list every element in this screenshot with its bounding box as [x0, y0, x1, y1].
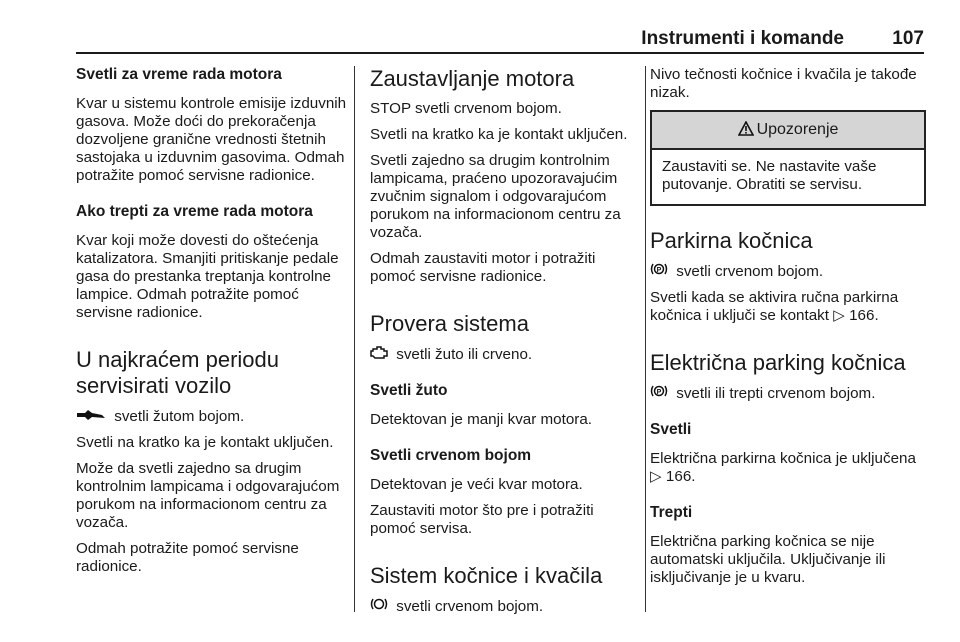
section-heading: Svetli [650, 421, 692, 438]
paragraph: Detektovan je manji kvar motora. [370, 411, 592, 428]
column-2 [370, 66, 636, 624]
section-title: Parkirna kočnica [650, 228, 813, 253]
paragraph: Svetli na kratko ka je kontakt uključen. [76, 434, 334, 451]
paragraph: Svetli na kratko ka je kontakt uključen. [370, 126, 628, 143]
paragraph: Detektovan je veći kvar motora. [370, 476, 583, 493]
paragraph: Svetli zajedno sa drugim kontrolnim lampicama, praćeno upozoravajućim zvučnim signalom i odgovarajućom porukom na informacionom centru za vozača. [370, 152, 621, 241]
section-heading: Svetli za vreme rada motora [76, 66, 282, 83]
section-title: Provera sistema [370, 311, 529, 336]
paragraph-text: svetli crvenom bojom. [672, 263, 824, 280]
paragraph [76, 407, 348, 426]
section-title: Sistem kočnice i kvačila [370, 563, 603, 588]
paragraph-text: svetli žutom bojom. [110, 408, 245, 425]
paragraph [650, 262, 926, 281]
paragraph: Nivo tečnosti kočnice i kvačila je takođe nizak. [650, 66, 917, 101]
paragraph-text: Svetli kada se aktivira ručna parkirna kočnica i uključi se kontakt [650, 289, 899, 324]
page-number: 107 [892, 28, 924, 49]
brake-system-icon [370, 597, 388, 615]
column-divider [645, 66, 646, 612]
section-title: U najkraćem periodu servisirati vozilo [76, 347, 279, 398]
paragraph: Zaustaviti motor što pre i potražiti pomoć servisa. [370, 502, 594, 537]
paragraph-text: Električna parkirna kočnica je uključena [650, 450, 916, 467]
page-reference[interactable]: 166. [665, 468, 696, 485]
paragraph: Može da svetli zajedno sa drugim kontrolnim lampicama i odgovarajućom porukom na informacionom centru za vozača. [76, 460, 340, 531]
section-heading: Ako trepti za vreme rada motora [76, 203, 313, 220]
engine-check-icon [370, 345, 388, 363]
paragraph: Odmah zaustaviti motor i potražiti pomoć servisne radionice. [370, 250, 596, 285]
paragraph-text: svetli ili trepti crvenom bojom. [672, 385, 876, 402]
paragraph: STOP svetli crvenom bojom. [370, 100, 562, 117]
column-3 [650, 66, 926, 595]
paragraph-text: svetli crvenom bojom. [392, 598, 544, 615]
parking-brake-icon [650, 262, 668, 280]
column-1 [76, 66, 348, 584]
page-reference-arrow-icon: ▷ [650, 468, 662, 485]
warning-triangle-icon [738, 121, 754, 140]
parking-brake-icon [650, 384, 668, 402]
column-divider [354, 66, 355, 612]
paragraph: Električna parking kočnica se nije automatski uključila. Uključivanje ili isključivanje je u kvaru. [650, 533, 886, 586]
section-title: Električna parking kočnica [650, 350, 906, 375]
wrench-icon [76, 407, 106, 425]
paragraph [650, 384, 926, 403]
paragraph: Kvar u sistemu kontrole emisije izduvnih gasova. Može doći do prekoračenja dozvoljene granične vrednosti štetnih sastojaka u izduvnim gasovima. Odmah potražite pomoć servisne radionice. [76, 95, 347, 184]
chapter-title: Instrumenti i komande [641, 28, 844, 49]
page-header [76, 28, 924, 52]
page-reference[interactable]: 166. [849, 307, 879, 324]
paragraph-text: svetli žuto ili crveno. [392, 346, 533, 363]
warning-text: Zaustaviti se. Ne nastavite vaše putovanje. Obratiti se servisu. [662, 158, 877, 193]
paragraph [370, 597, 636, 616]
section-heading: Svetli žuto [370, 382, 448, 399]
header-divider [76, 52, 924, 54]
svg-text:P: P [656, 389, 662, 396]
section-heading: Trepti [650, 504, 693, 521]
page-reference-arrow-icon: ▷ [833, 307, 845, 324]
paragraph [370, 345, 636, 364]
paragraph: Odmah potražite pomoć servisne radionice. [76, 540, 299, 575]
paragraph [650, 450, 926, 486]
section-title: Zaustavljanje motora [370, 66, 575, 91]
warning-box [650, 110, 926, 206]
warning-header [652, 112, 924, 150]
warning-title: Upozorenje [756, 121, 839, 138]
paragraph: Kvar koji može dovesti do oštećenja katalizatora. Smanjiti pritiskanje pedale gasa do prestanka treptanja kontrolne lampice. Odmah potražite pomoć servisne radionice. [76, 232, 339, 321]
section-heading: Svetli crvenom bojom [370, 447, 532, 464]
svg-text:P: P [656, 267, 662, 274]
paragraph [650, 289, 926, 325]
